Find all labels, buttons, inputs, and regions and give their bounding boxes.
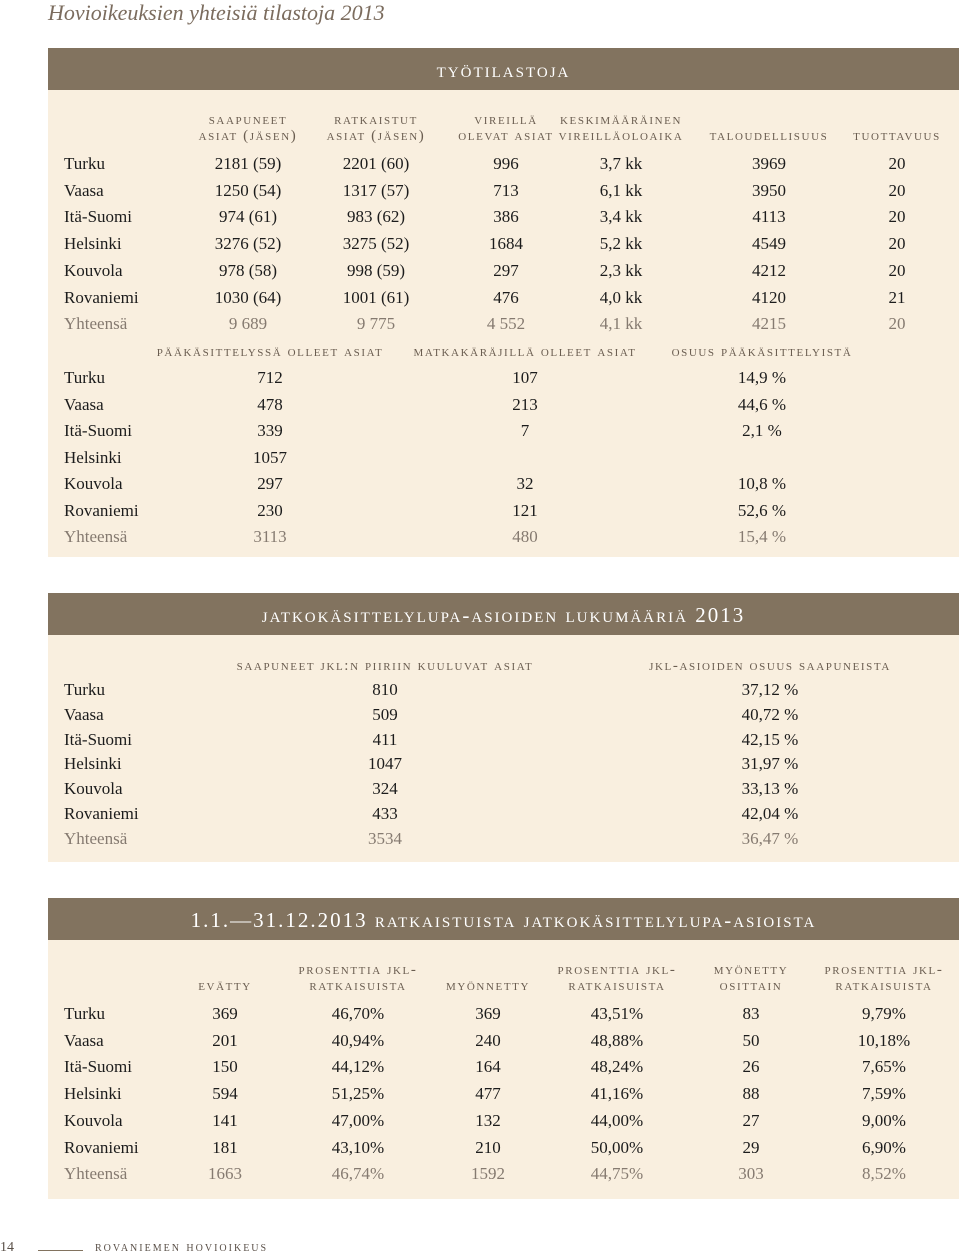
table-cell: 3950	[752, 180, 786, 200]
table-cell: 20	[888, 154, 906, 173]
table-cell: 42,04 %	[741, 804, 799, 823]
total-row-label: Yhteensä	[64, 828, 128, 848]
total-row-label: Yhteensä	[64, 1164, 128, 1184]
table-cell: 4 552	[486, 314, 526, 334]
table-cell: 4,0 kk	[599, 287, 643, 307]
table-cell: 3534	[368, 828, 402, 848]
table-cell: 1592	[471, 1164, 505, 1184]
column-header: saapuneet	[208, 112, 288, 128]
table-cell: 48,24%	[590, 1057, 644, 1077]
table-cell: 44,75%	[590, 1164, 644, 1184]
table-cell: 50	[742, 1030, 760, 1050]
row-label: Turku	[64, 1004, 105, 1023]
column-header: myönnetty	[445, 978, 531, 994]
table-cell: 10,18%	[857, 1030, 911, 1050]
table-cell: 213	[512, 394, 538, 414]
table-cell: 386	[493, 207, 519, 227]
column-header: prosenttia jkl-	[824, 962, 944, 978]
table-cell: 181	[212, 1137, 238, 1157]
table-cell: 27	[742, 1110, 760, 1130]
table-cell: 41,16%	[590, 1084, 644, 1104]
table-cell: 1001 (61)	[342, 287, 410, 307]
page-number: 14	[0, 1240, 14, 1255]
table-cell: 339	[257, 421, 283, 440]
table-cell: 51,25%	[331, 1084, 385, 1104]
table-cell: 21	[888, 287, 906, 307]
table-cell: 8,52%	[862, 1164, 906, 1184]
table-cell: 4212	[752, 260, 786, 280]
table-cell: 9 775	[356, 314, 396, 334]
row-label: Kouvola	[64, 260, 123, 280]
column-header: ratkaisuista	[568, 978, 666, 994]
table-cell: 44,00%	[590, 1110, 644, 1130]
table-cell: 1317 (57)	[342, 180, 410, 200]
row-label: Vaasa	[64, 180, 104, 200]
table-cell: 47,00%	[331, 1110, 385, 1130]
table-cell: 4215	[752, 314, 786, 334]
column-header: vireilläoloaika	[558, 128, 684, 144]
column-header: tuottavuus	[853, 128, 941, 144]
table-cell: 40,94%	[331, 1030, 385, 1050]
table-cell: 1047	[368, 754, 402, 774]
table-cell: 3,7 kk	[599, 154, 643, 173]
table-cell: 46,70%	[331, 1004, 385, 1023]
table-cell: 4549	[752, 234, 786, 254]
table-cell: 9,00%	[862, 1110, 906, 1130]
table-cell: 32	[516, 474, 534, 493]
table-cell: 4120	[752, 287, 786, 307]
table-cell: 2,1 %	[742, 421, 782, 440]
column-header: matkakäräjillä olleet asiat	[413, 344, 637, 360]
table-cell: 411	[372, 729, 398, 749]
table-cell: 201	[212, 1030, 238, 1050]
table-cell: 3276 (52)	[214, 234, 282, 254]
column-header: myönetty	[713, 962, 789, 978]
row-label: Kouvola	[64, 779, 123, 799]
table-cell: 3969	[752, 154, 786, 173]
row-label: Helsinki	[64, 754, 122, 774]
table-cell: 40,72 %	[741, 704, 799, 724]
row-label: Turku	[64, 680, 105, 699]
table-cell: 478	[257, 394, 283, 414]
column-header: jkl-asioiden osuus saapuneista	[649, 658, 891, 674]
table-cell: 998 (59)	[346, 260, 406, 280]
table-cell: 36,47 %	[741, 828, 799, 848]
column-header: ratkaisuista	[835, 978, 933, 994]
table-cell: 7,59%	[862, 1084, 906, 1104]
table-cell: 43,10%	[331, 1137, 385, 1157]
column-header: vireillä	[474, 112, 538, 128]
table-cell: 297	[257, 474, 283, 493]
column-header: pääkäsittelyssä olleet asiat	[156, 344, 384, 360]
table-cell: 3113	[253, 527, 287, 546]
table-cell: 974 (61)	[218, 207, 278, 227]
column-header: saapuneet jkl:n piiriin kuuluvat asiat	[236, 658, 534, 674]
table-cell: 983 (62)	[346, 207, 406, 227]
table-cell: 7	[520, 421, 530, 440]
table-cell: 324	[372, 779, 398, 799]
table-cell: 132	[475, 1110, 501, 1130]
total-row-label: Yhteensä	[64, 314, 128, 334]
table-cell: 810	[372, 680, 398, 699]
table-cell: 4113	[752, 207, 786, 227]
row-label: Itä-Suomi	[64, 421, 132, 440]
table-cell: 10,8 %	[737, 474, 787, 493]
table-cell: 6,1 kk	[599, 180, 643, 200]
table-cell: 1684	[489, 234, 523, 254]
table-cell: 20	[888, 314, 906, 334]
table-cell: 31,97 %	[741, 754, 799, 774]
table-cell: 303	[738, 1164, 764, 1184]
row-label: Vaasa	[64, 1030, 104, 1050]
table-cell: 42,15 %	[741, 729, 799, 749]
table-cell: 996	[493, 154, 519, 173]
row-label: Kouvola	[64, 1110, 123, 1130]
row-label: Turku	[64, 368, 105, 387]
table-cell: 1030 (64)	[214, 287, 282, 307]
table-cell: 121	[512, 500, 538, 520]
table-cell: 509	[372, 704, 398, 724]
table-cell: 712	[257, 368, 283, 387]
table-cell: 88	[742, 1084, 760, 1104]
table-cell: 1663	[208, 1164, 242, 1184]
table-cell: 477	[475, 1084, 501, 1104]
row-label: Kouvola	[64, 474, 123, 493]
row-label: Rovaniemi	[64, 287, 139, 307]
footer-court-name: rovaniemen hovioikeus	[95, 1240, 269, 1255]
table-cell: 1250 (54)	[214, 180, 282, 200]
row-label: Rovaniemi	[64, 804, 139, 823]
row-label: Helsinki	[64, 234, 122, 254]
table-cell: 46,74%	[331, 1164, 385, 1184]
table-cell: 150	[212, 1057, 238, 1077]
row-label: Itä-Suomi	[64, 207, 132, 227]
column-header: asiat (jäsen)	[198, 128, 298, 144]
page-title: Hovioikeuksien yhteisiä tilastoja 2013	[48, 0, 385, 25]
table-cell: 369	[212, 1004, 238, 1023]
table-cell: 3,4 kk	[599, 207, 643, 227]
table-cell: 29	[742, 1137, 760, 1157]
table-cell: 37,12 %	[741, 680, 799, 699]
table-cell: 5,2 kk	[599, 234, 643, 254]
table-cell: 44,12%	[331, 1057, 385, 1077]
table-cell: 210	[475, 1137, 501, 1157]
row-label: Itä-Suomi	[64, 1057, 132, 1077]
table-cell: 369	[475, 1004, 501, 1023]
table-cell: 480	[512, 527, 538, 546]
row-label: Rovaniemi	[64, 500, 139, 520]
section-banner-jatkokasittelylupa: jatkokäsittelylupa-asioiden lukumääriä 2013	[48, 593, 959, 635]
row-label: Rovaniemi	[64, 1137, 139, 1157]
table-cell: 2201 (60)	[342, 154, 410, 173]
table-cell: 594	[212, 1084, 238, 1104]
table-cell: 2181 (59)	[214, 154, 282, 173]
table-cell: 1057	[253, 447, 287, 467]
table-cell: 230	[257, 500, 283, 520]
table-cell: 20	[888, 234, 906, 254]
row-label: Helsinki	[64, 447, 122, 467]
column-header: keskimääräinen	[559, 112, 683, 128]
column-header: ratkaistut	[334, 112, 418, 128]
table-cell: 14,9 %	[737, 368, 787, 387]
table-cell: 20	[888, 180, 906, 200]
total-row-label: Yhteensä	[64, 527, 128, 546]
column-header: olevat asiat	[458, 128, 554, 144]
table-cell: 43,51%	[590, 1004, 644, 1023]
table-cell: 240	[475, 1030, 501, 1050]
table-cell: 978 (58)	[218, 260, 278, 280]
table-cell: 141	[212, 1110, 238, 1130]
table-cell: 7,65%	[862, 1057, 906, 1077]
table-cell: 33,13 %	[741, 779, 799, 799]
table-cell: 476	[493, 287, 519, 307]
table-cell: 4,1 kk	[599, 314, 643, 334]
row-label: Helsinki	[64, 1084, 122, 1104]
column-header: ratkaisuista	[309, 978, 407, 994]
table-cell: 713	[493, 180, 519, 200]
column-header: evätty	[198, 978, 252, 994]
table-cell: 9 689	[228, 314, 268, 334]
table-cell: 20	[888, 207, 906, 227]
table-cell: 50,00%	[590, 1137, 644, 1157]
table-cell: 433	[372, 804, 398, 823]
table-cell: 6,90%	[862, 1137, 906, 1157]
table-cell: 164	[475, 1057, 501, 1077]
table-cell: 26	[742, 1057, 760, 1077]
table-cell: 20	[888, 260, 906, 280]
section-banner-tyotilastoja: työtilastoja	[48, 48, 959, 90]
table-cell: 48,88%	[590, 1030, 644, 1050]
table-cell: 107	[512, 368, 538, 387]
column-header: osuus pääkäsittelyistä	[671, 344, 853, 360]
table-cell: 2,3 kk	[599, 260, 643, 280]
column-header: taloudellisuus	[709, 128, 829, 144]
row-label: Turku	[64, 154, 105, 173]
table-cell: 15,4 %	[737, 527, 787, 546]
column-header: prosenttia jkl-	[298, 962, 418, 978]
column-header: osittain	[719, 978, 783, 994]
footer-rule	[38, 1250, 83, 1251]
row-label: Itä-Suomi	[64, 729, 132, 749]
table-cell: 297	[493, 260, 519, 280]
table-cell: 83	[742, 1004, 760, 1023]
table-cell: 3275 (52)	[342, 234, 410, 254]
column-header: asiat (jäsen)	[326, 128, 426, 144]
column-header: prosenttia jkl-	[557, 962, 677, 978]
table-cell: 52,6 %	[737, 500, 787, 520]
row-label: Vaasa	[64, 394, 104, 414]
table-cell: 44,6 %	[737, 394, 787, 414]
section-banner-ratkaistut: 1.1.—31.12.2013 ratkaistuista jatkokäsittelylupa-asioista	[48, 898, 959, 940]
table-cell: 9,79%	[862, 1004, 906, 1023]
row-label: Vaasa	[64, 704, 104, 724]
